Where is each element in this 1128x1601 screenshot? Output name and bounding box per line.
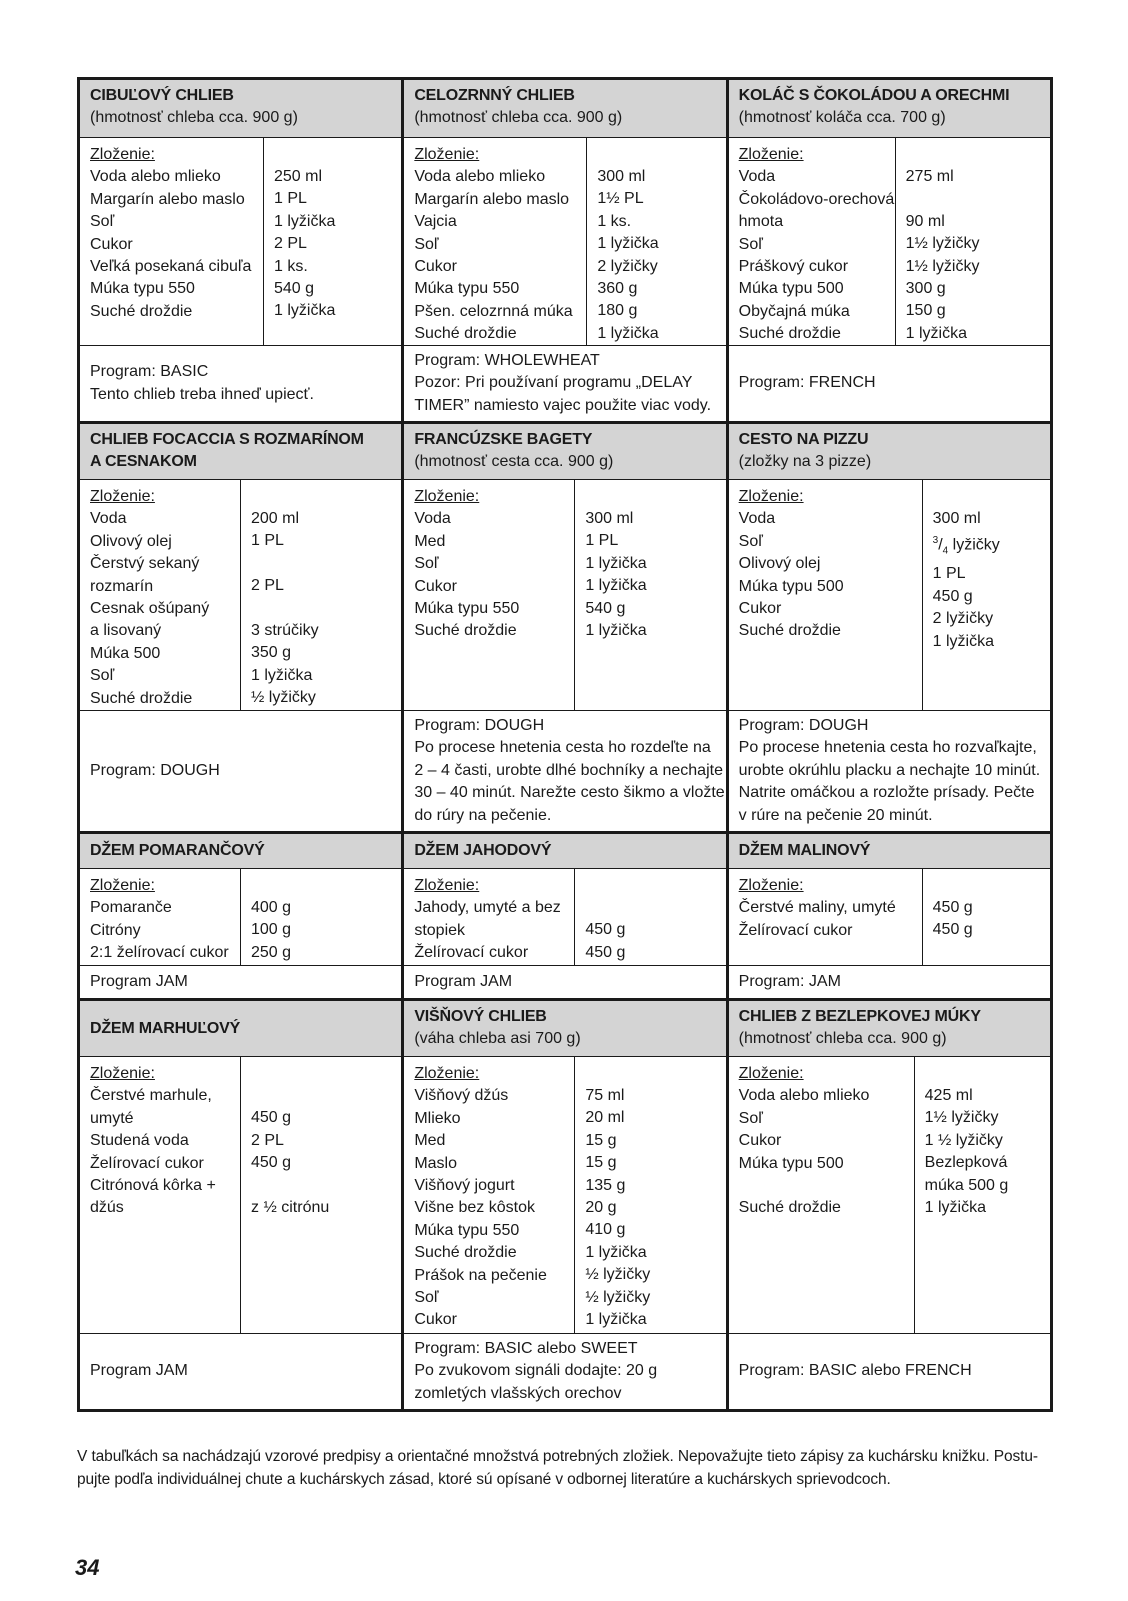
ingredient-amount: [251, 1085, 395, 1107]
ingredients-label: Zloženie:: [90, 877, 155, 894]
program-block: [729, 711, 1050, 831]
ingredient-name: Želírovací cukor: [414, 944, 529, 962]
ingredient-name: Voda alebo mlieko: [90, 168, 221, 186]
ingredient-amount: 1 ks.: [597, 212, 632, 230]
recipe-header: [404, 424, 725, 480]
ingredient-amount: 1 lyžička: [585, 622, 647, 640]
program-line: Po procese hnetenia cesta ho rozdeľte na: [414, 739, 711, 757]
ingredient-name: Voda: [90, 510, 127, 528]
recipe-subtitle: (váha chleba asi 700 g): [414, 1030, 581, 1047]
ingredients-block: [729, 480, 1050, 711]
ingredient-name: Soľ: [738, 532, 763, 550]
program-line: urobte okrúhlu placku a nechajte 10 minút.: [738, 761, 1041, 779]
ingredient-name: Cukor: [414, 1311, 458, 1329]
ingredient-name: Soľ: [414, 1289, 439, 1307]
ingredient-amount: 75 ml: [585, 1087, 625, 1104]
ingredients-label: Zloženie:: [414, 1065, 480, 1082]
program-line: 2 – 4 časti, urobte dlhé bochníky a nechajte: [414, 761, 723, 779]
recipe-title: DŽEM JAHODOVÝ: [414, 842, 552, 859]
recipe-header: [80, 834, 401, 869]
ingredient-name: Voda alebo mlieko: [738, 1087, 870, 1105]
ingredient-amount: 1 lyžička: [905, 324, 968, 342]
ingredient-amount: múka 500 g: [924, 1176, 1009, 1194]
ingredient-name: Prášok na pečenie: [414, 1266, 547, 1284]
ingredients-column: [729, 869, 922, 965]
recipe-cell: [726, 1001, 1050, 1409]
ingredient-name: Múka typu 550: [90, 280, 195, 298]
recipe-title: KOLÁČ S ČOKOLÁDOU A ORECHMI: [738, 87, 1010, 104]
ingredient-name: Vajcia: [414, 213, 457, 231]
ingredient-amount: 300 ml: [597, 168, 646, 185]
ingredient-amount: 150 g: [905, 302, 946, 320]
ingredient-amount: 1 lyžička: [251, 666, 313, 684]
ingredient-amount: 1 lyžička: [585, 554, 647, 572]
recipe-cell: [726, 834, 1050, 998]
ingredient-name: džús: [90, 1199, 124, 1217]
ingredients-label: Zloženie:: [90, 1065, 155, 1082]
program-line: Program JAM: [90, 972, 188, 990]
ingredient-amount: 1 lyžička: [597, 235, 659, 253]
ingredient-amount: 1 lyžička: [932, 632, 995, 650]
ingredient-amount: 1½ lyžičky: [905, 235, 980, 253]
ingredient-name: Olivový olej: [90, 532, 172, 550]
ingredient-amount: Bezlepková: [924, 1154, 1008, 1172]
ingredient-amount: 1 lyžička: [274, 302, 336, 320]
ingredient-amount: 2 lyžičky: [932, 610, 994, 628]
footnote-line: pujte podľa individuálnej chute a kuchárskych zásad, ktoré sú opísané v odbornej literatúre a kuchárskych sprievodcoch.: [77, 1470, 891, 1488]
recipe-subtitle: (hmotnosť koláča cca. 700 g): [738, 109, 946, 126]
recipe-title: CHLIEB Z BEZLEPKOVEJ MÚKY: [738, 1008, 981, 1025]
ingredients-label: Zloženie:: [90, 146, 155, 163]
ingredient-name: Cukor: [90, 235, 133, 253]
ingredient-name: Múka typu 550: [414, 280, 520, 298]
ingredient-amount: 2 PL: [251, 1131, 284, 1149]
recipe-subtitle: (zložky na 3 pizze): [738, 453, 872, 470]
ingredients-label: Zloženie:: [414, 146, 480, 163]
ingredient-name: Voda: [414, 510, 451, 528]
ingredient-name: Čokoládovo-orechová: [738, 190, 895, 208]
amounts-column: [240, 1057, 401, 1333]
ingredient-name: Múka typu 500: [738, 577, 844, 595]
ingredient-amount: 2 lyžičky: [597, 257, 658, 275]
ingredient-name: rozmarín: [90, 577, 154, 595]
program-block: [729, 1334, 1050, 1409]
recipe-row: [80, 834, 1050, 1001]
recipe-subtitle: (hmotnosť cesta cca. 900 g): [414, 453, 614, 470]
program-line: Program: DOUGH: [738, 716, 869, 734]
amounts-column: [240, 480, 401, 710]
ingredient-name: Olivový olej: [738, 555, 821, 573]
ingredient-amount: 1 lyžička: [585, 1311, 647, 1329]
ingredients-column: [729, 1057, 914, 1333]
ingredients-label: Zloženie:: [738, 877, 804, 894]
ingredient-name: stopiek: [414, 921, 466, 939]
recipe-title: VIŠŇOVÝ CHLIEB: [414, 1008, 547, 1025]
ingredients-label: Zloženie:: [738, 488, 804, 505]
recipe-header: [729, 834, 1050, 869]
ingredient-name: Čerstvé maliny, umyté: [738, 899, 896, 917]
ingredient-name: Margarín alebo maslo: [414, 190, 570, 208]
ingredient-amount: 1½ lyžičky: [905, 257, 980, 275]
recipe-cell: [726, 80, 1050, 421]
program-line: 30 – 40 minút. Narežte cesto šikmo a vložte: [414, 784, 725, 802]
ingredient-amount: 15 g: [585, 1154, 617, 1172]
program-line: Program: FRENCH: [738, 374, 876, 392]
ingredient-amount: 1 lyžička: [585, 577, 647, 595]
ingredient-name: Maslo: [414, 1154, 458, 1172]
ingredients-column: [404, 1057, 574, 1333]
ingredient-amount: 90 ml: [905, 212, 945, 230]
program-line: Program: WHOLEWHEAT: [414, 351, 600, 369]
recipe-title: DŽEM MARHUĽOVÝ: [90, 1019, 241, 1037]
ingredient-amount: 3 strúčiky: [251, 622, 319, 639]
program-line: Program JAM: [414, 972, 513, 990]
ingredient-name: Med: [414, 532, 446, 550]
ingredient-amount: 20 ml: [585, 1109, 625, 1127]
ingredient-name: Soľ: [90, 667, 115, 685]
program-line: Program: BASIC alebo SWEET: [414, 1339, 638, 1357]
amounts-column: [240, 869, 401, 965]
recipe-cell: [401, 424, 725, 831]
recipe-title: CESTO NA PIZZU: [738, 431, 869, 448]
recipe-header: [404, 1001, 725, 1057]
ingredient-amount: 275 ml: [905, 168, 954, 185]
ingredients-block: [729, 1057, 1050, 1334]
ingredient-name: Želírovací cukor: [738, 921, 853, 939]
ingredient-amount: 200 ml: [251, 510, 300, 527]
amounts-column: [586, 138, 725, 345]
program-line: do rúry na pečenie.: [414, 806, 552, 824]
footnote: [77, 1446, 1067, 1491]
ingredient-name: Suché droždie: [738, 622, 841, 640]
recipe-cell: [726, 424, 1050, 831]
program-line: TIMER” namiesto vajec použite viac vody.: [414, 396, 712, 414]
amounts-column: [574, 869, 725, 965]
program-block: [404, 711, 725, 831]
recipe-title: DŽEM POMARANČOVÝ: [90, 842, 265, 859]
amounts-column: [263, 138, 401, 345]
ingredients-block: [404, 138, 725, 346]
ingredient-amount: 450 g: [585, 943, 626, 961]
ingredient-name: [739, 1175, 908, 1197]
recipe-cell: [401, 834, 725, 998]
ingredient-name: Múka 500: [90, 644, 161, 662]
amounts-column: [574, 1057, 725, 1333]
recipe-cell: [80, 834, 401, 998]
ingredient-name: Soľ: [738, 1109, 763, 1127]
recipe-cell: [401, 80, 725, 421]
ingredient-name: Med: [414, 1132, 446, 1150]
ingredient-amount: [585, 897, 719, 919]
ingredient-amount: 250 g: [251, 943, 292, 961]
recipe-row: [80, 80, 1050, 424]
ingredients-block: [729, 869, 1050, 966]
ingredient-amount: 135 g: [585, 1176, 626, 1194]
ingredient-amount: 450 g: [932, 921, 973, 939]
recipe-header: [80, 80, 401, 138]
amounts-column: [922, 869, 1050, 965]
ingredient-amount: 450 g: [932, 899, 973, 916]
program-line: Program: BASIC: [90, 363, 209, 381]
ingredient-name: Soľ: [414, 235, 439, 253]
ingredient-name: Jahody, umyté a bez: [414, 899, 561, 917]
program-block: [80, 1334, 401, 1409]
program-line: Po zvukovom signáli dodajte: 20 g: [414, 1362, 658, 1380]
recipe-title: CIBUĽOVÝ CHLIEB: [90, 87, 234, 104]
program-line: zomletých vlašských orechov: [414, 1384, 622, 1402]
program-block: [80, 346, 401, 421]
amounts-column: [895, 138, 1050, 345]
program-line: Program JAM: [90, 1362, 188, 1380]
ingredient-name: Višňový jogurt: [414, 1177, 515, 1195]
ingredient-name: Múka typu 550: [414, 1221, 520, 1239]
program-line: Program: DOUGH: [414, 716, 545, 734]
ingredient-name: Múka typu 500: [738, 280, 844, 298]
program-block: [729, 346, 1050, 421]
ingredient-name: umyté: [90, 1109, 134, 1127]
recipe-header: [729, 1001, 1050, 1057]
ingredient-name: Veľká posekaná cibuľa: [90, 258, 252, 276]
ingredient-name: hmota: [738, 213, 784, 231]
recipe-cell: [401, 1001, 725, 1409]
recipe-subtitle: (hmotnosť chleba cca. 900 g): [414, 109, 623, 126]
ingredient-amount: 1½ PL: [597, 190, 644, 208]
ingredients-column: [729, 138, 895, 345]
ingredient-name: a lisovaný: [90, 622, 162, 640]
ingredient-amount: 1 PL: [274, 190, 307, 208]
ingredient-name: Suché droždie: [414, 325, 517, 343]
ingredient-name: Suché droždie: [414, 1244, 517, 1262]
ingredients-column: [80, 138, 263, 345]
recipe-header: [404, 834, 725, 869]
ingredient-amount: 540 g: [274, 280, 315, 298]
recipe-header: [729, 80, 1050, 138]
ingredient-amount: 300 g: [905, 280, 946, 298]
ingredients-block: [80, 869, 401, 966]
program-line: Po procese hnetenia cesta ho rozvaľkajte,: [738, 739, 1037, 757]
ingredient-name: Pšen. celozrnná múka: [414, 302, 573, 320]
ingredient-amount: 410 g: [585, 1221, 626, 1239]
ingredient-amount: 2 PL: [274, 235, 307, 253]
ingredient-amount: 1 lyžička: [924, 1199, 987, 1217]
ingredient-amount: 300 ml: [585, 510, 634, 527]
recipe-header: [80, 1001, 401, 1057]
ingredient-name: Cukor: [414, 258, 458, 276]
ingredient-amount: 450 g: [585, 921, 626, 939]
ingredient-amount: 540 g: [585, 599, 626, 617]
amounts-column: [914, 1057, 1050, 1333]
ingredient-name: Cukor: [414, 577, 458, 595]
program-line: Tento chlieb treba ihneď upiecť.: [90, 385, 314, 403]
ingredients-column: [80, 480, 240, 710]
ingredient-name: Višne bez kôstok: [414, 1199, 535, 1217]
program-line: Natrite omáčkou a rozložte prísady. Pečte: [738, 784, 1035, 802]
ingredient-amount: 1 PL: [585, 532, 619, 550]
program-line: Program: BASIC alebo FRENCH: [738, 1362, 972, 1380]
program-block: [404, 346, 725, 421]
ingredient-name: Pomaranče: [90, 899, 172, 917]
ingredient-name: Suché droždie: [738, 325, 841, 343]
ingredient-name: Soľ: [90, 213, 115, 231]
ingredient-name: Želírovací cukor: [90, 1154, 204, 1172]
footnote-line: V tabuľkách sa nachádzajú vzorové predpisy a orientačné množstvá potrebných zložiek. Nepovažujte tieto zápisy za kuchársku knižku. Postu-: [77, 1448, 1038, 1465]
ingredient-name: Cesnak ošúpaný: [90, 600, 210, 618]
ingredient-amount: [906, 188, 1044, 210]
ingredient-name: Citrónová kôrka +: [90, 1177, 216, 1195]
ingredient-amount: [251, 553, 395, 575]
ingredient-amount: 350 g: [251, 644, 292, 662]
recipe-cell: [80, 424, 401, 831]
program-block: [729, 966, 1050, 998]
ingredient-amount: 1 PL: [251, 532, 284, 550]
recipe-header: [729, 424, 1050, 480]
ingredients-label: Zloženie:: [90, 488, 155, 505]
ingredient-amount: 300 ml: [932, 510, 981, 527]
amounts-column: [922, 480, 1050, 710]
ingredient-amount: 450 g: [932, 587, 973, 605]
ingredients-label: Zloženie:: [738, 1065, 804, 1082]
ingredients-label: Zloženie:: [738, 146, 804, 163]
ingredient-amount: 100 g: [251, 921, 292, 939]
program-line: Pozor: Pri používaní programu „DELAY: [414, 374, 693, 392]
ingredient-amount: 1 lyžička: [597, 324, 659, 342]
ingredient-amount: 15 g: [585, 1131, 617, 1149]
ingredient-name: Suché droždie: [90, 302, 193, 320]
ingredient-name: Suché droždie: [738, 1199, 841, 1217]
ingredient-name: Suché droždie: [414, 622, 517, 640]
ingredient-name: Višňový džús: [414, 1087, 509, 1105]
ingredient-name: 2:1 želírovací cukor: [90, 944, 229, 962]
program-line: v rúre na pečenie 20 minút.: [738, 806, 933, 824]
program-block: [404, 966, 725, 998]
ingredient-name: Studená voda: [90, 1132, 189, 1150]
ingredient-name: Suché droždie: [90, 689, 193, 707]
recipe-cell: [80, 1001, 401, 1409]
program-line: Program: DOUGH: [90, 761, 220, 779]
ingredients-block: [80, 138, 401, 346]
ingredient-amount: 425 ml: [924, 1087, 973, 1104]
ingredients-block: [80, 480, 401, 711]
recipe-row: [80, 424, 1050, 834]
ingredients-block: [404, 869, 725, 966]
ingredients-label: Zloženie:: [414, 877, 480, 894]
ingredients-block: [80, 1057, 401, 1334]
ingredient-name: Voda: [738, 510, 776, 528]
ingredients-column: [80, 1057, 240, 1333]
ingredients-column: [404, 138, 586, 345]
ingredients-column: [80, 869, 240, 965]
ingredient-amount: 450 g: [251, 1154, 292, 1172]
page-number: 34: [75, 1555, 100, 1580]
ingredients-column: [404, 480, 574, 710]
ingredient-name: Múka typu 500: [738, 1154, 844, 1172]
ingredient-name: Soľ: [738, 235, 763, 253]
recipe-cell: [80, 80, 401, 421]
ingredient-amount: 400 g: [251, 899, 292, 916]
ingredient-amount: z ½ citrónu: [251, 1199, 330, 1216]
ingredients-column: [729, 480, 922, 710]
ingredient-amount: [251, 598, 395, 620]
ingredient-amount: ½ lyžičky: [585, 1288, 651, 1306]
ingredients-block: [404, 1057, 725, 1334]
program-block: [80, 711, 401, 831]
ingredient-amount: 180 g: [597, 302, 638, 320]
recipe-table: [77, 77, 1053, 1412]
ingredient-name: Mlieko: [414, 1109, 461, 1127]
ingredient-amount: [251, 1175, 395, 1197]
ingredient-name: Čerstvé marhule,: [90, 1087, 212, 1105]
ingredient-amount: $^3/_4$ lyžičky: [932, 535, 1000, 557]
ingredient-amount: 2 PL: [251, 577, 284, 595]
recipe-header: [80, 424, 401, 480]
ingredients-block: [729, 138, 1050, 346]
recipe-row: [80, 1001, 1050, 1409]
ingredient-name: Cukor: [738, 1132, 782, 1150]
recipe-header: [404, 80, 725, 138]
ingredient-name: Cukor: [738, 600, 782, 618]
recipe-title: CHLIEB FOCACCIA S ROZMARÍNOM A CESNAKOM: [90, 431, 364, 470]
ingredient-name: Múka typu 550: [414, 600, 520, 618]
ingredient-amount: 1 lyžička: [585, 1243, 647, 1261]
ingredient-name: Voda: [738, 168, 776, 186]
ingredient-amount: 1 ks.: [274, 257, 308, 275]
ingredient-name: Soľ: [414, 555, 439, 573]
program-block: [404, 1334, 725, 1409]
ingredient-amount: 250 ml: [274, 168, 323, 185]
ingredient-amount: 1 ½ lyžičky: [924, 1131, 1003, 1149]
ingredient-amount: ½ lyžičky: [585, 1266, 651, 1284]
ingredient-name: Práškový cukor: [738, 258, 849, 276]
ingredient-amount: ½ lyžičky: [251, 689, 316, 707]
ingredient-amount: 1½ lyžičky: [924, 1109, 999, 1127]
recipe-title: FRANCÚZSKE BAGETY: [414, 431, 593, 448]
ingredient-name: Čerstvý sekaný: [90, 555, 200, 573]
ingredients-column: [404, 869, 574, 965]
ingredients-block: [404, 480, 725, 711]
ingredient-amount: 20 g: [585, 1199, 617, 1217]
ingredient-amount: 1 lyžička: [274, 212, 336, 230]
ingredient-name: Margarín alebo maslo: [90, 190, 245, 208]
ingredients-label: Zloženie:: [414, 488, 480, 505]
ingredient-name: Obyčajná múka: [738, 302, 850, 320]
ingredient-amount: 450 g: [251, 1109, 292, 1127]
program-line: Program: JAM: [738, 972, 841, 990]
ingredient-amount: 360 g: [597, 280, 638, 298]
recipe-subtitle: (hmotnosť chleba cca. 900 g): [738, 1030, 947, 1047]
ingredient-name: Voda alebo mlieko: [414, 168, 546, 186]
ingredient-name: Citróny: [90, 921, 141, 939]
ingredient-amount: 1 PL: [932, 565, 966, 583]
program-block: [80, 966, 401, 998]
recipe-subtitle: (hmotnosť chleba cca. 900 g): [90, 109, 298, 126]
recipe-title: DŽEM MALINOVÝ: [738, 842, 871, 859]
recipe-title: CELOZRNNÝ CHLIEB: [414, 87, 575, 104]
amounts-column: [574, 480, 725, 710]
